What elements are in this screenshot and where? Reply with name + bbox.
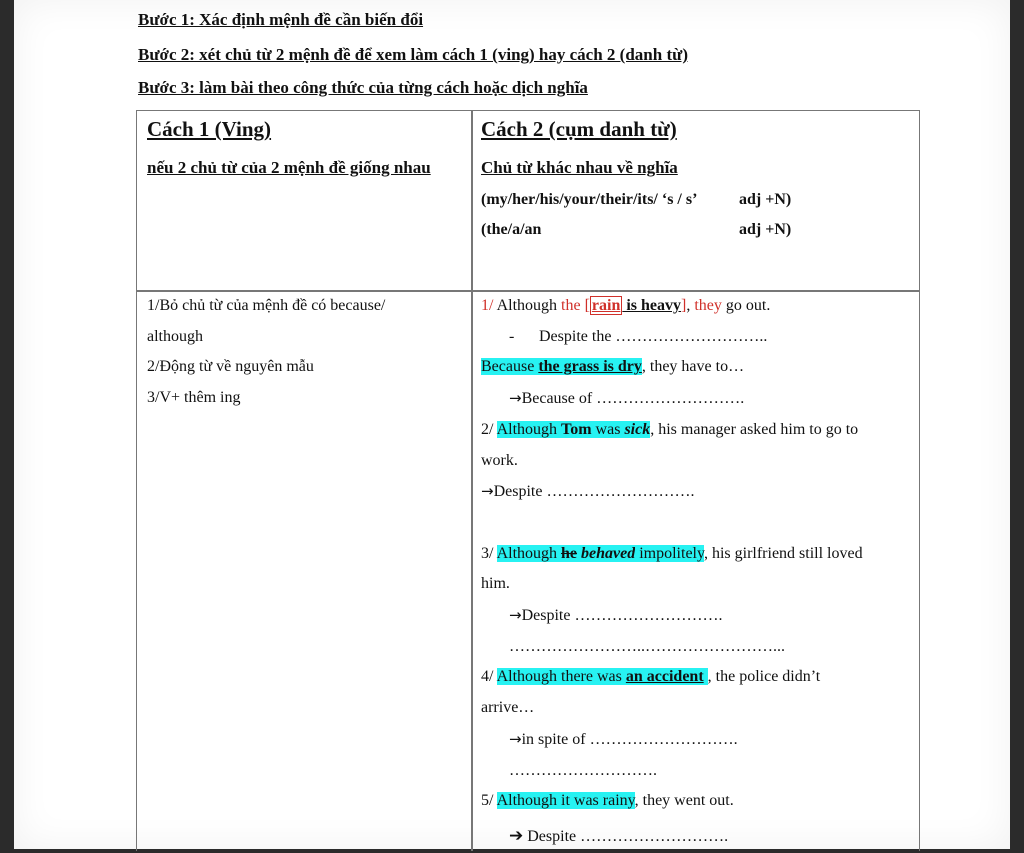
ex3-continuation: him. [481,575,510,593]
ex1-go-out: go out. [721,297,771,314]
ex2-continuation: work. [481,451,518,469]
rule-line: 1/Bỏ chủ từ của mệnh đề có because/ [147,297,386,314]
ex3-although: Although [496,544,562,562]
ex5-answer [481,821,911,853]
ex3-number: 3/ [481,544,497,562]
grammar-table [136,110,920,851]
ex3-impolitely: impolitely [635,544,704,562]
column-divider [471,111,473,851]
spacer [481,508,911,539]
formula-possessive-right: adj +N) [739,191,792,208]
method2-title: Cách 2 (cụm danh từ) [481,117,677,141]
ex1-number: 1/ [481,297,497,314]
step-1: Bước 1: Xác định mệnh đề cần biến đổi [138,10,424,29]
ex1-is-heavy: is heavy [622,297,682,314]
step-3: Bước 3: làm bài theo công thức của từng cách hoặc dịch nghĩa [138,78,588,97]
method1-condition: nếu 2 chủ từ của 2 mệnh đề giống nhau [147,158,431,177]
ex4-rest: , the police didn’t [707,668,821,686]
ex3-he: he [561,544,578,562]
arrow-icon: ➔ [509,825,524,846]
ex4-although: Although there was [496,668,626,686]
method1-title: Cách 1 (Ving) [147,117,272,141]
method2-condition: Chủ từ khác nhau về nghĩa [481,158,678,177]
exercise-2 [481,415,911,446]
ex4-number: 4/ [481,668,497,686]
ex2-was: was [591,420,625,438]
ex4-answer [481,724,911,756]
ex5-answer-text: Despite ………………………. [523,827,729,845]
arrow-icon: → [509,606,522,625]
ex1-comma: , [686,297,695,314]
formula-possessive-left: (my/her/his/your/their/its/ ‘s / s’ [481,191,698,208]
ex1b-grass-dry: the grass is dry [538,358,642,376]
ex3-behaved: behaved [581,544,636,562]
ex4-accident: an accident [625,668,704,686]
rule-line: although [147,327,203,345]
ex3-answer [481,600,911,632]
step-2: Bước 2: xét chủ từ 2 mệnh đề để xem làm cách 1 (ving) hay cách 2 (danh từ) [138,45,688,64]
ex2-answer-text: Despite ………………………. [493,483,695,501]
ex1b-answer-text: Because of ………………………. [521,390,745,408]
ex1b-because: Because [481,358,539,376]
ex4-continuation: arrive… [481,699,535,717]
formula-article [481,215,911,245]
ex2-although: Although [496,420,562,438]
ex1-answer [481,322,911,353]
ex1-the: the [557,297,585,314]
ex1-answer-text: Despite the ……………………….. [539,327,768,345]
arrow-icon: → [481,482,494,501]
ex1-rain: rain [591,297,621,314]
ex1-although: Although [496,297,558,314]
method2-header-cell [481,115,911,245]
arrow-icon: → [509,729,522,748]
rule-line: 2/Động từ về nguyên mẫu [147,358,314,376]
ex5-rest: , they went out. [634,792,734,810]
ex2-rest: , his manager asked him to go to [650,420,859,438]
method1-rules-cell [147,291,457,414]
formula-article-right: adj +N) [739,221,792,238]
exercise-4 [481,662,911,693]
ex4-answer-line2: ………………………. [509,761,657,779]
exercises-cell [481,291,911,853]
ex3-rest: , his girlfriend still loved [703,544,863,562]
ex3-answer-line2: ……………………..……………………... [509,637,785,655]
ex2-answer [481,476,911,508]
formula-article-left: (the/a/an [481,221,542,238]
ex1b-answer [481,383,911,415]
exercise-3 [481,539,911,570]
ex5-number: 5/ [481,792,497,810]
ex1-bracket-close: ] [681,297,687,314]
ex2-sick: sick [624,420,651,438]
formula-possessive [481,185,911,215]
ex5-although: Although it was rainy [496,792,635,810]
arrow-icon: → [509,389,522,408]
ex2-tom: Tom [561,420,592,438]
ex4-answer-text: in spite of ………………………. [521,730,738,748]
ex1-they: they [694,297,722,314]
exercise-5 [481,786,911,817]
ex1-bracket-open: [ [584,297,590,314]
ex2-number: 2/ [481,420,497,438]
ex1-dash: - [509,327,515,345]
ex3-answer-text: Despite ………………………. [521,607,723,625]
ex1b-rest: , they have to… [641,358,745,376]
exercise-1 [481,291,911,322]
exercise-1b [481,352,911,383]
document-page [14,0,1010,849]
method1-header-cell [147,115,457,185]
rule-line: 3/V+ thêm ing [147,389,241,407]
